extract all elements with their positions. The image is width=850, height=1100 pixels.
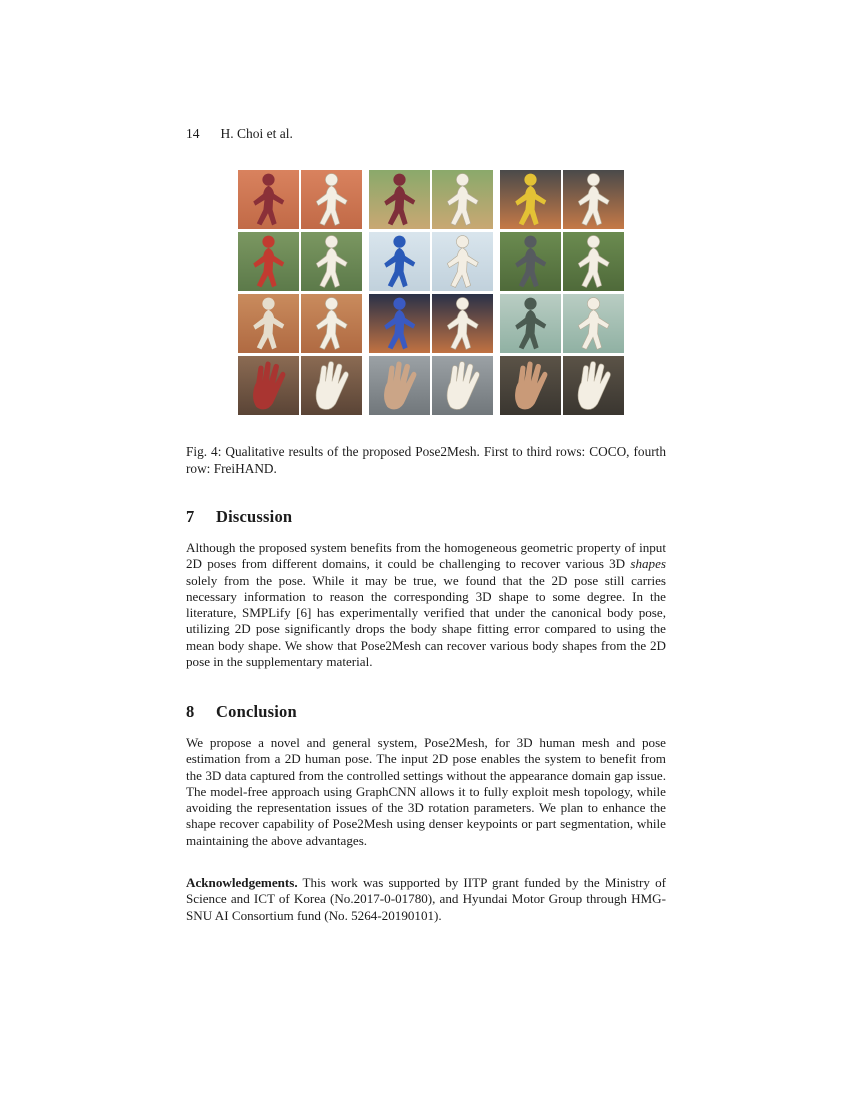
section-number: 7 bbox=[186, 507, 195, 526]
figure-pair bbox=[500, 294, 624, 353]
figure-cell-mesh bbox=[301, 294, 362, 353]
figure-pair bbox=[238, 232, 362, 291]
section-heading-conclusion bbox=[186, 702, 666, 722]
figure-caption: Fig. 4: Qualitative results of the proposed Pose2Mesh. First to third rows: COCO, fourth row: FreiHAND. bbox=[186, 444, 666, 477]
figure-pair bbox=[369, 170, 493, 229]
person-silhouette-icon bbox=[432, 170, 493, 229]
figure-cell-photo bbox=[238, 356, 299, 415]
figure-cell-mesh bbox=[301, 232, 362, 291]
discussion-italic-word: shapes bbox=[630, 556, 666, 572]
person-silhouette-icon bbox=[563, 294, 624, 353]
figure-cell-photo bbox=[238, 232, 299, 291]
figure-cell-photo bbox=[500, 232, 561, 291]
figure-pair bbox=[500, 232, 624, 291]
page-number: 14 bbox=[186, 126, 200, 141]
hand-silhouette-icon bbox=[369, 356, 430, 415]
person-silhouette-icon bbox=[500, 232, 561, 291]
figure-cell-mesh bbox=[432, 356, 493, 415]
running-head bbox=[186, 126, 666, 142]
discussion-text-1: Although the proposed system benefits from the homogeneous geometric property of input 2D poses from different domains, it could be challenging to recover various 3D bbox=[186, 540, 666, 572]
figure-cell-photo bbox=[369, 294, 430, 353]
person-silhouette-icon bbox=[432, 294, 493, 353]
section-title: Discussion bbox=[216, 507, 293, 526]
figure-cell-photo bbox=[369, 170, 430, 229]
acknowledgements-text: This work was supported by IITP grant funded by the Ministry of Science and ICT of Korea (No.2017-0-01780), and Hyundai Motor Group through HMG-SNU AI Consortium fund (No. 5264-20190101). bbox=[186, 875, 666, 923]
person-silhouette-icon bbox=[500, 294, 561, 353]
figure-cell-mesh bbox=[563, 170, 624, 229]
hand-silhouette-icon bbox=[301, 356, 362, 415]
running-head-authors: H. Choi et al. bbox=[220, 126, 293, 141]
person-silhouette-icon bbox=[301, 170, 362, 229]
figure-cell-mesh bbox=[563, 356, 624, 415]
person-silhouette-icon bbox=[432, 232, 493, 291]
section-number: 8 bbox=[186, 702, 195, 721]
discussion-text-2: solely from the pose. While it may be true, we found that the 2D pose still carries necessary information to reason the corresponding 3D shape to some degree. In the literature, SMPLify [6] has experimentally verified that under the canonical body pose, utilizing 2D pose significantly drops the body shape fitting error compared to using the mean body shape. We show that Pose2Mesh can recover various body shapes from the 2D pose in the supplementary material. bbox=[186, 572, 666, 670]
figure-cell-photo bbox=[500, 356, 561, 415]
hand-silhouette-icon bbox=[500, 356, 561, 415]
hand-silhouette-icon bbox=[432, 356, 493, 415]
figure-cell-mesh bbox=[563, 294, 624, 353]
figure-pair bbox=[238, 356, 362, 415]
figure-row bbox=[238, 170, 622, 229]
section-heading-discussion bbox=[186, 507, 666, 527]
figure-row bbox=[238, 356, 622, 415]
figure-pair bbox=[238, 170, 362, 229]
figure-cell-photo bbox=[500, 294, 561, 353]
figure-cell-photo bbox=[238, 170, 299, 229]
person-silhouette-icon bbox=[238, 170, 299, 229]
discussion-paragraph bbox=[186, 540, 666, 670]
person-silhouette-icon bbox=[238, 294, 299, 353]
figure-pair bbox=[500, 170, 624, 229]
figure-cell-photo bbox=[369, 232, 430, 291]
person-silhouette-icon bbox=[563, 232, 624, 291]
figure-cell-mesh bbox=[563, 232, 624, 291]
figure-cell-photo bbox=[369, 356, 430, 415]
figure-pair bbox=[238, 294, 362, 353]
person-silhouette-icon bbox=[238, 232, 299, 291]
person-silhouette-icon bbox=[500, 170, 561, 229]
person-silhouette-icon bbox=[563, 170, 624, 229]
acknowledgements-label: Acknowledgements. bbox=[186, 875, 298, 890]
hand-silhouette-icon bbox=[563, 356, 624, 415]
conclusion-paragraph: We propose a novel and general system, Pose2Mesh, for 3D human mesh and pose estimation from a 2D human pose. The input 2D pose enables the system to benefit from the 3D data captured from the controlled settings without the appearance domain gap issue. The model-free approach using GraphCNN allows it to fully exploit mesh topology, while avoiding the representation issues of the 3D rotation parameters. We plan to enhance the shape recover capability of Pose2Mesh using denser keypoints or part segmentation, while maintaining the above advantages. bbox=[186, 735, 666, 848]
figure-pair bbox=[369, 356, 493, 415]
person-silhouette-icon bbox=[301, 294, 362, 353]
section-title: Conclusion bbox=[216, 702, 297, 721]
person-silhouette-icon bbox=[369, 232, 430, 291]
person-silhouette-icon bbox=[369, 170, 430, 229]
figure-pair bbox=[369, 232, 493, 291]
figure-cell-mesh bbox=[432, 294, 493, 353]
figure-cell-mesh bbox=[301, 170, 362, 229]
figure-cell-mesh bbox=[301, 356, 362, 415]
figure-cell-mesh bbox=[432, 170, 493, 229]
acknowledgements-paragraph bbox=[186, 875, 666, 924]
figure-row bbox=[238, 232, 622, 291]
person-silhouette-icon bbox=[369, 294, 430, 353]
figure-cell-mesh bbox=[432, 232, 493, 291]
figure-row bbox=[238, 294, 622, 353]
figure-cell-photo bbox=[238, 294, 299, 353]
figure-cell-photo bbox=[500, 170, 561, 229]
figure-pair bbox=[500, 356, 624, 415]
hand-silhouette-icon bbox=[238, 356, 299, 415]
person-silhouette-icon bbox=[301, 232, 362, 291]
figure-grid bbox=[238, 170, 622, 415]
figure-pair bbox=[369, 294, 493, 353]
